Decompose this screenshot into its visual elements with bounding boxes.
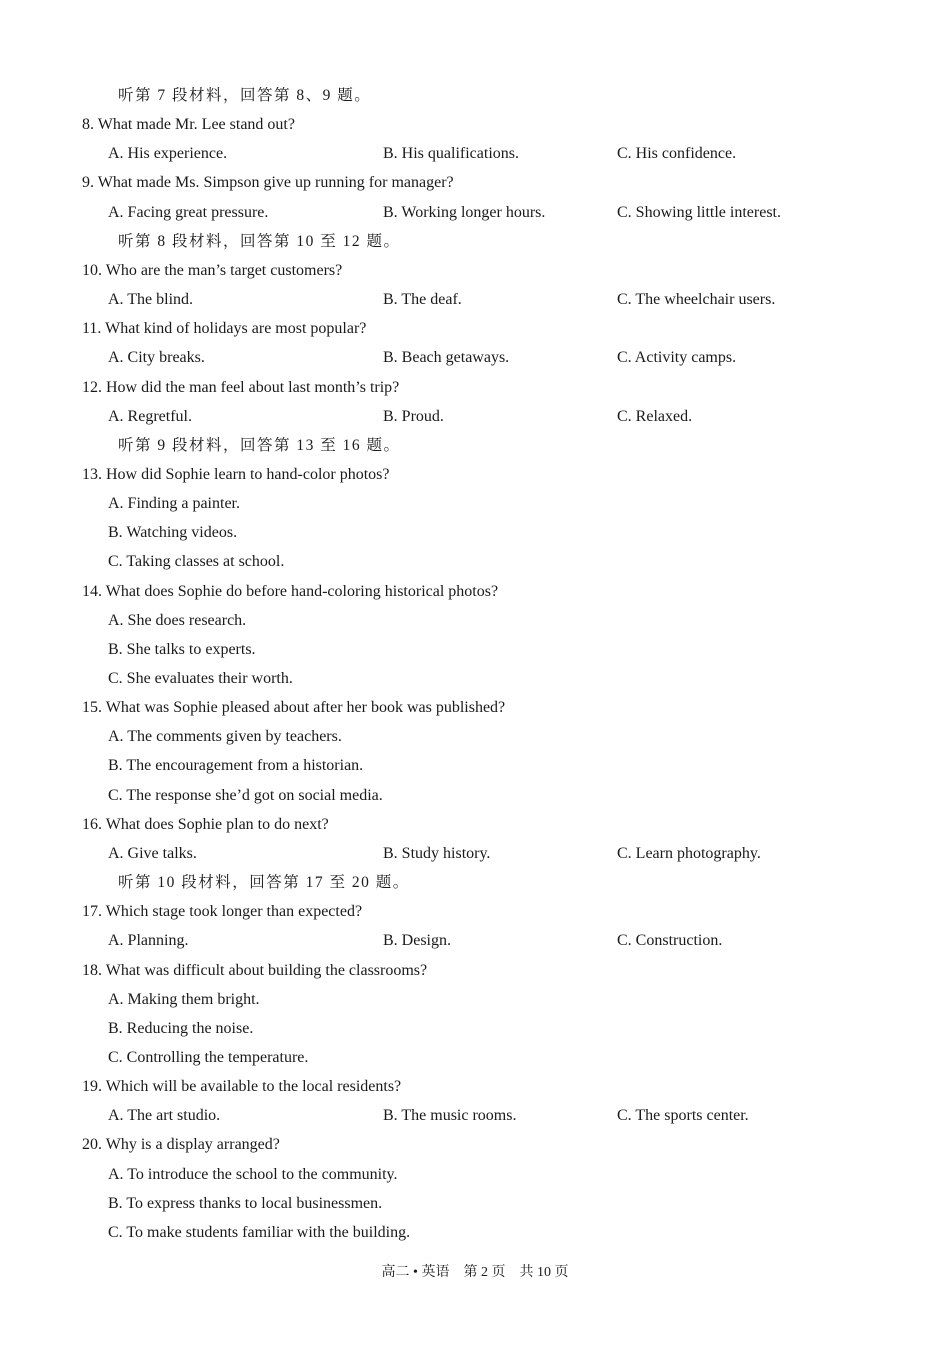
answer-option: C. To make students familiar with the building. [108,1223,411,1241]
section-instruction: 听第 7 段材料，回答第 8、9 题。 [118,87,372,104]
option-row [0,345,950,371]
answer-option: A. Planning. [108,932,189,950]
answer-option: B. Proud. [383,407,444,425]
answer-option: C. The wheelchair users. [617,291,776,308]
option-row [0,404,950,430]
question-text: 8. What made Mr. Lee stand out? [82,116,295,134]
question-text: 10. Who are the man’s target customers? [82,261,343,279]
answer-option: C. She evaluates their worth. [108,670,293,687]
question-text: 18. What was difficult about building the classrooms? [82,961,428,979]
option-row [0,287,950,313]
answer-option: C. The response she’d got on social media. [108,786,383,804]
question-text: 19. Which will be available to the local residents? [82,1078,402,1096]
answer-option: C. His confidence. [617,145,737,163]
option-row [0,841,950,867]
answer-option: B. Working longer hours. [383,203,546,221]
answer-option: C. Showing little interest. [617,203,781,221]
answer-option: C. Activity camps. [617,349,737,367]
answer-option: A. Making them bright. [108,990,260,1008]
section-instruction: 听第 8 段材料，回答第 10 至 12 题。 [118,232,401,250]
question-text: 13. How did Sophie learn to hand-color photos? [82,465,390,483]
answer-option: C. Controlling the temperature. [108,1048,309,1066]
answer-option: B. Design. [383,932,451,950]
question-text: 17. Which stage took longer than expected? [82,903,363,921]
section-instruction: 听第 9 段材料，回答第 13 至 16 题。 [118,436,401,454]
option-row [0,200,950,226]
question-text: 9. What made Ms. Simpson give up running for manager? [82,174,454,192]
answer-option: B. The encouragement from a historian. [108,757,364,775]
answer-option: B. Study history. [383,844,491,862]
answer-option: A. She does research. [108,611,247,629]
answer-option: A. Finding a painter. [108,495,240,513]
answer-option: B. Reducing the noise. [108,1019,254,1037]
section-instruction: 听第 10 段材料，回答第 17 至 20 题。 [118,874,410,891]
answer-option: B. She talks to experts. [108,640,256,658]
question-text: 15. What was Sophie pleased about after her book was published? [82,699,506,717]
question-text: 12. How did the man feel about last month’s trip? [82,378,400,396]
question-text: 11. What kind of holidays are most popular? [82,320,367,338]
answer-option: B. Watching videos. [108,524,238,542]
answer-option: A. His experience. [108,145,228,163]
option-row [0,1103,950,1129]
answer-option: A. Give talks. [108,844,197,862]
answer-option: B. His qualifications. [383,145,519,163]
answer-option: B. Beach getaways. [383,349,510,367]
answer-option: C. Learn photography. [617,844,761,862]
answer-option: A. To introduce the school to the community. [108,1165,398,1183]
option-row [0,928,950,954]
answer-option: C. Relaxed. [617,407,693,425]
answer-option: C. Taking classes at school. [108,553,285,571]
answer-option: A. City breaks. [108,349,205,367]
answer-option: B. To express thanks to local businessmen. [108,1194,383,1212]
answer-option: C. The sports center. [617,1107,749,1125]
answer-option: A. Regretful. [108,407,192,425]
answer-option: A. The art studio. [108,1107,221,1125]
answer-option: A. The comments given by teachers. [108,728,342,746]
question-text: 16. What does Sophie plan to do next? [82,815,329,833]
answer-option: A. The blind. [108,291,194,308]
answer-option: C. Construction. [617,932,723,950]
question-text: 20. Why is a display arranged? [82,1136,280,1154]
answer-option: B. The music rooms. [383,1107,517,1125]
question-text: 14. What does Sophie do before hand-coloring historical photos? [82,582,499,600]
option-row [0,141,950,167]
answer-option: B. The deaf. [383,291,462,308]
answer-option: A. Facing great pressure. [108,203,269,221]
page-footer: 高二 • 英语 第 2 页 共 10 页 [381,1265,569,1280]
